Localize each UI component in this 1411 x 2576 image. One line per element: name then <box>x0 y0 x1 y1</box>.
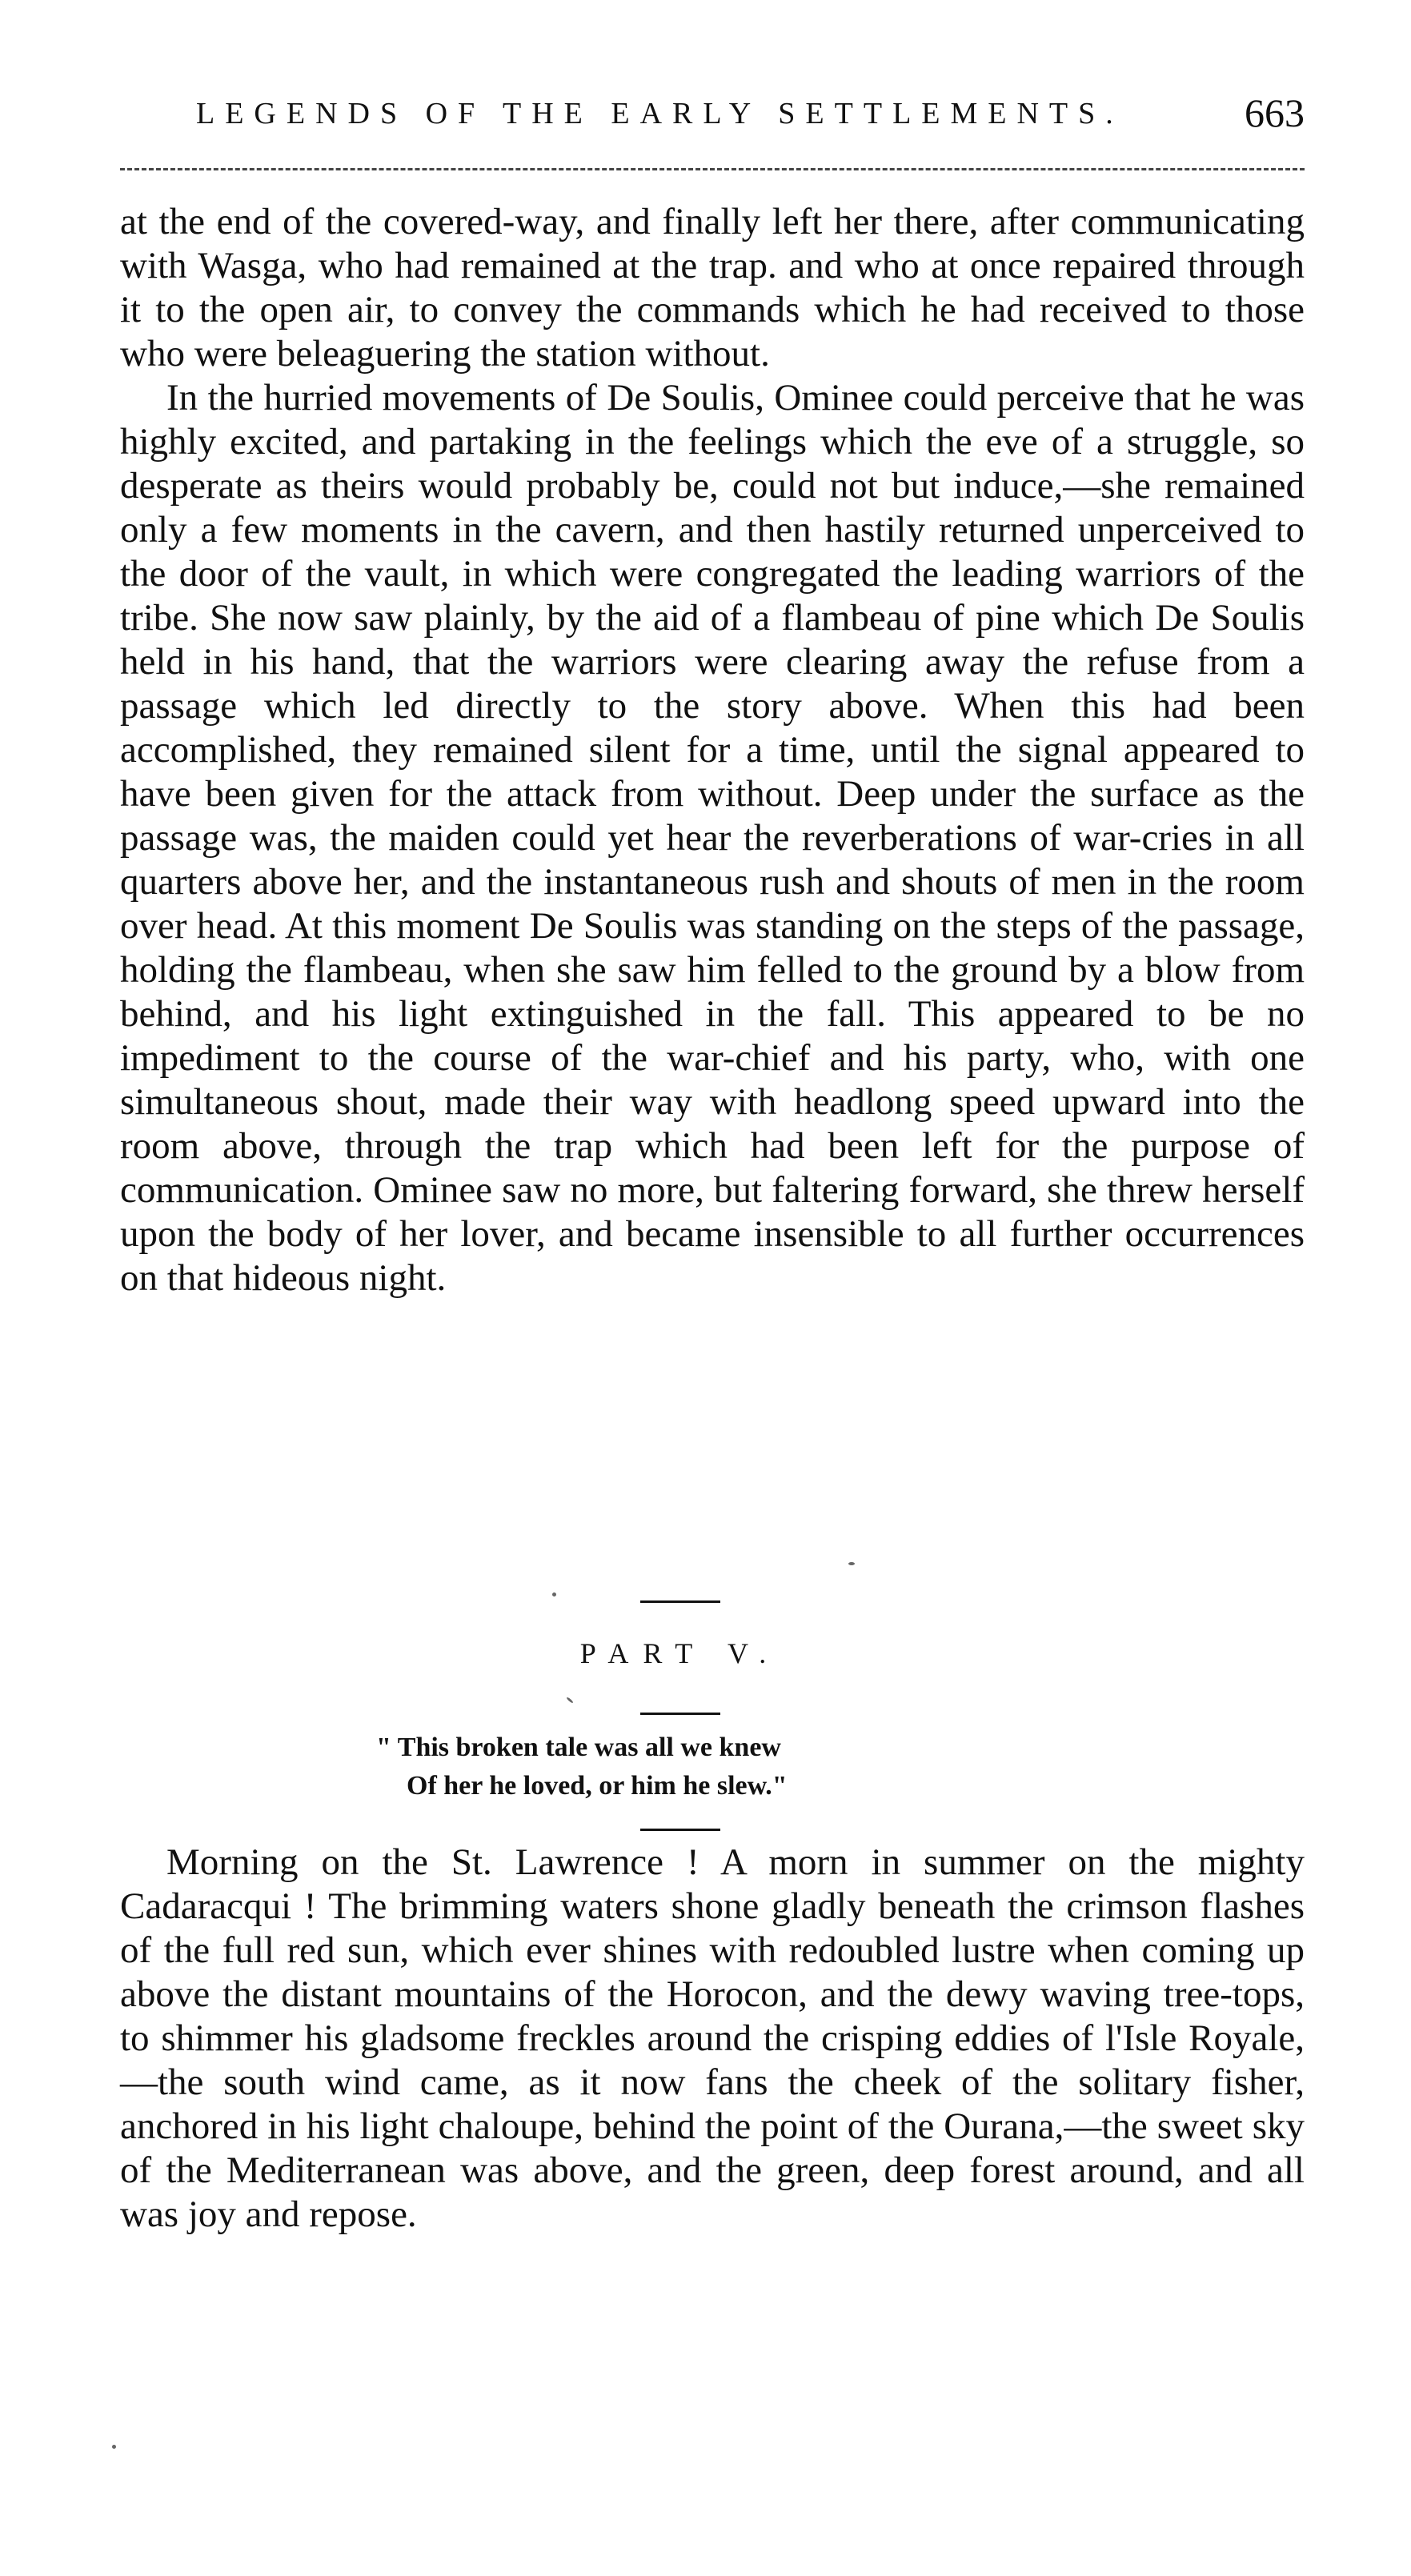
page-number: 663 <box>1245 90 1305 135</box>
section-rule-top <box>640 1600 720 1603</box>
print-speck <box>566 1697 574 1704</box>
text-block-top <box>120 200 1305 1300</box>
paragraph: In the hurried movements of De Soulis, Ominee could perceive that he was highly excited, and partaking in the feelings which the eve of a struggle, so desperate as theirs would probably be, could not but induce,—she remained only a few moments in the cavern, and then hastily returned unperceived to the door of the vault, in which were congregated the leading warriors of the tribe. She now saw plainly, by the aid of a flambeau of pine which De Soulis held in his hand, that the warriors were clearing away the refuse from a passage which led directly to the story above. When this had been accomplished, they remained silent for a time, until the signal appeared to have been given for the attack from without. Deep under the surface as the passage was, the maiden could yet hear the reverberations of war-cries in all quarters above her, and the instantaneous rush and shouts of men in the room over head. At this moment De Soulis was standing on the steps of the passage, holding the flambeau, when she saw him felled to the ground by a blow from behind, and his light extinguished in the fall. This appeared to be no impediment to the course of the war-chief and his party, who, with one simultaneous shout, made their way with headlong speed upward into the room above, through the trap which had been left for the purpose of communication. Ominee saw no more, but faltering forward, she threw herself upon the body of her lover, and became insensible to all further occurrences on that hideous night. <box>120 377 1305 1299</box>
epigraph-rule-bottom <box>640 1829 720 1831</box>
epigraph-rule-top <box>640 1713 720 1715</box>
print-speck <box>112 2445 116 2449</box>
running-header <box>120 90 1305 146</box>
header-rule <box>120 168 1305 170</box>
text-block-bottom <box>120 1841 1305 2237</box>
paragraph: Morning on the St. Lawrence ! A morn in summer on the mighty Cadaracqui ! The brimming waters shone gladly beneath the crimson flashes of the full red sun, which ever shines with redoubled lustre when coming up above the distant mountains of the Horocon, and the dewy waving tree-tops, to shimmer his gladsome freckles around the crisping eddies of l'Isle Royale,—the south wind came, as it now fans the cheek of the solitary fisher, anchored in his light chaloupe, behind the point of the Ourana,—the sweet sky of the Mediterranean was above, and the green, deep forest around, and all was joy and repose. <box>120 1841 1305 2235</box>
running-title: LEGENDS OF THE EARLY SETTLEMENTS. <box>196 97 1124 130</box>
print-speck <box>848 1562 855 1565</box>
print-speck <box>552 1592 556 1596</box>
epigraph <box>376 1729 984 1805</box>
section-heading: PART V. <box>579 1637 781 1669</box>
epigraph-line: " This broken tale was all we knew <box>376 1733 781 1762</box>
epigraph-line: Of her he loved, or him he slew." <box>407 1771 788 1801</box>
paragraph-continued: at the end of the covered-way, and finally left her there, after communicating with Wasga, who had remained at the trap. and who at once repaired through it to the open air, to convey the commands which he had received to those who were beleaguering the station without. <box>120 201 1305 375</box>
